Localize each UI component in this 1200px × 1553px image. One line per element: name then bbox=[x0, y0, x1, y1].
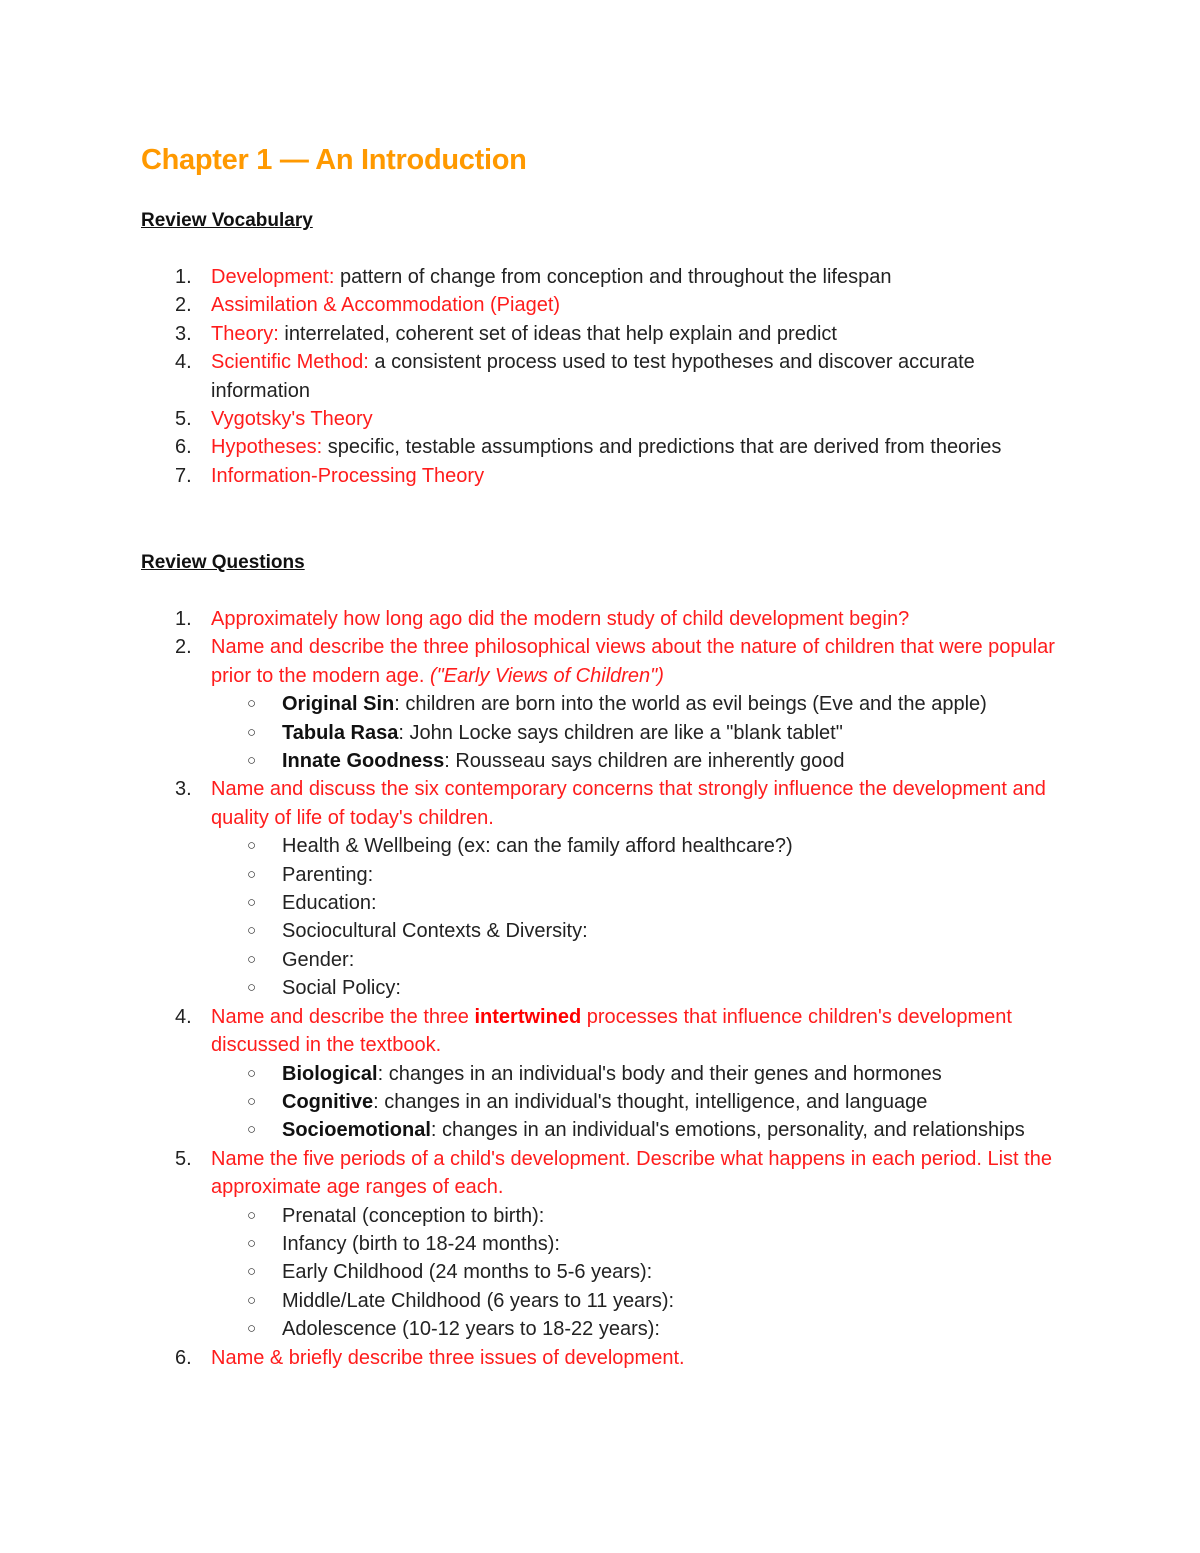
hollow-bullet-icon: ○ bbox=[247, 723, 257, 741]
answer-text: : changes in an individual's emotions, personality, and relationships bbox=[430, 1119, 1025, 1142]
definition: interrelated, coherent set of ideas that help explain and predict bbox=[278, 322, 837, 345]
question-4 bbox=[0, 1003, 1061, 1060]
list-item bbox=[211, 889, 1082, 917]
list-item bbox=[211, 1287, 1082, 1315]
question-3 bbox=[0, 775, 1061, 832]
list-item bbox=[211, 1116, 1082, 1144]
term: Theory: bbox=[211, 322, 279, 345]
hollow-bullet-icon: ○ bbox=[247, 1263, 257, 1281]
item-number: 3. bbox=[175, 778, 192, 801]
question-text: Name the five periods of a child's development. Describe what happens in each period. List the approximate age ranges of each. bbox=[211, 1147, 1052, 1199]
answer-text: Prenatal (conception to birth): bbox=[282, 1204, 545, 1227]
question-5 bbox=[0, 1145, 1061, 1202]
list-item bbox=[0, 320, 1061, 348]
list-item bbox=[211, 1060, 1082, 1088]
hollow-bullet-icon: ○ bbox=[247, 894, 257, 912]
list-item bbox=[0, 433, 1061, 461]
question-text-continued: processes that influence children's development discussed in the textbook. bbox=[211, 1005, 1012, 1057]
list-item bbox=[211, 1258, 1082, 1286]
question-2 bbox=[0, 633, 1061, 690]
list-item bbox=[0, 263, 1061, 291]
answer-term: Socioemotional bbox=[282, 1119, 431, 1142]
list-item bbox=[211, 1202, 1082, 1230]
item-number: 1. bbox=[175, 266, 192, 288]
list-item bbox=[0, 405, 1061, 433]
answer-text: Middle/Late Childhood (6 years to 11 years): bbox=[282, 1289, 675, 1312]
list-item bbox=[0, 348, 1061, 405]
item-number: 4. bbox=[175, 1005, 192, 1028]
hollow-bullet-icon: ○ bbox=[247, 1320, 257, 1338]
list-item bbox=[211, 690, 1082, 718]
list-item bbox=[211, 832, 1082, 860]
item-number: 2. bbox=[175, 294, 192, 317]
answer-text: : changes in an individual's thought, intelligence, and language bbox=[373, 1090, 928, 1113]
answer-list bbox=[0, 1060, 1061, 1145]
item-number: 1. bbox=[175, 608, 192, 630]
answer-term: Tabula Rasa bbox=[282, 721, 399, 744]
item-number: 2. bbox=[175, 636, 192, 659]
item-number: 6. bbox=[175, 436, 192, 459]
item-number: 6. bbox=[175, 1346, 192, 1369]
answer-text: : children are born into the world as evil beings (Eve and the apple) bbox=[394, 693, 987, 716]
definition: specific, testable assumptions and predictions that are derived from theories bbox=[322, 436, 1002, 459]
answer-term: Original Sin bbox=[282, 693, 395, 716]
answer-list bbox=[0, 1202, 1061, 1344]
hollow-bullet-icon: ○ bbox=[247, 837, 257, 855]
questions-list bbox=[0, 605, 1200, 1372]
list-item bbox=[211, 719, 1082, 747]
question-text: Name and describe the three philosophical views about the nature of children that were popular prior to the modern age. bbox=[211, 636, 1055, 687]
list-item bbox=[211, 1088, 1082, 1116]
hollow-bullet-icon: ○ bbox=[247, 1291, 257, 1309]
answer-text: Health & Wellbeing (ex: can the family afford healthcare?) bbox=[282, 835, 793, 858]
item-number: 7. bbox=[175, 464, 192, 487]
list-item bbox=[211, 1315, 1082, 1343]
hollow-bullet-icon: ○ bbox=[247, 1064, 257, 1082]
answer-list bbox=[0, 832, 1061, 1002]
answer-text: Adolescence (10-12 years to 18-22 years): bbox=[282, 1318, 660, 1341]
questions-heading: Review Questions bbox=[141, 552, 305, 573]
page-title: Chapter 1 — An Introduction bbox=[141, 144, 527, 176]
hollow-bullet-icon: ○ bbox=[247, 979, 257, 997]
hollow-bullet-icon: ○ bbox=[247, 1121, 257, 1139]
hollow-bullet-icon: ○ bbox=[247, 752, 257, 770]
list-item bbox=[211, 974, 1082, 1002]
list-item bbox=[211, 917, 1082, 945]
answer-term: Biological bbox=[282, 1062, 378, 1085]
term: Scientific Method: bbox=[211, 351, 369, 374]
item-number: 5. bbox=[175, 1147, 192, 1170]
answer-text: : changes in an individual's body and their genes and hormones bbox=[377, 1062, 942, 1085]
answer-term: Innate Goodness bbox=[282, 750, 445, 773]
question-text: Approximately how long ago did the modern study of child development begin? bbox=[211, 608, 910, 630]
question-note: ("Early Views of Children") bbox=[430, 664, 664, 687]
term: Information-Processing Theory bbox=[211, 464, 485, 487]
item-number: 4. bbox=[175, 351, 192, 374]
term: Assimilation & Accommodation (Piaget) bbox=[211, 294, 561, 317]
answer-text: : Rousseau says children are inherently good bbox=[444, 750, 845, 773]
answer-text: Social Policy: bbox=[282, 977, 401, 1000]
hollow-bullet-icon: ○ bbox=[247, 865, 257, 883]
term: Vygotsky's Theory bbox=[211, 408, 373, 431]
list-item bbox=[211, 946, 1082, 974]
hollow-bullet-icon: ○ bbox=[247, 695, 257, 713]
definition: a consistent process used to test hypotheses and discover accurate information bbox=[211, 351, 975, 402]
answer-term: Cognitive bbox=[282, 1090, 374, 1113]
answer-text: Early Childhood (24 months to 5-6 years): bbox=[282, 1261, 653, 1284]
answer-text: Parenting: bbox=[282, 863, 374, 886]
hollow-bullet-icon: ○ bbox=[247, 950, 257, 968]
hollow-bullet-icon: ○ bbox=[247, 1234, 257, 1252]
list-item bbox=[0, 291, 1061, 319]
question-emphasis: intertwined bbox=[474, 1005, 582, 1028]
question-text: Name and describe the three bbox=[211, 1005, 475, 1028]
answer-text: : John Locke says children are like a "blank tablet" bbox=[398, 721, 843, 744]
item-number: 5. bbox=[175, 408, 192, 431]
question-6 bbox=[0, 1344, 1061, 1372]
list-item bbox=[211, 747, 1082, 775]
vocabulary-list bbox=[0, 263, 1200, 490]
term: Development: bbox=[211, 266, 335, 288]
item-number: 3. bbox=[175, 322, 192, 345]
answer-text: Sociocultural Contexts & Diversity: bbox=[282, 920, 588, 943]
answer-list bbox=[0, 690, 1061, 775]
hollow-bullet-icon: ○ bbox=[247, 1092, 257, 1110]
list-item bbox=[211, 861, 1082, 889]
hollow-bullet-icon: ○ bbox=[247, 922, 257, 940]
question-text: Name & briefly describe three issues of development. bbox=[211, 1346, 685, 1369]
vocabulary-heading: Review Vocabulary bbox=[141, 210, 313, 231]
answer-text: Education: bbox=[282, 892, 377, 915]
list-item bbox=[0, 462, 1061, 490]
hollow-bullet-icon: ○ bbox=[247, 1206, 257, 1224]
definition: pattern of change from conception and throughout the lifespan bbox=[334, 266, 892, 288]
term: Hypotheses: bbox=[211, 436, 323, 459]
answer-text: Infancy (birth to 18-24 months): bbox=[282, 1232, 560, 1255]
question-text: Name and discuss the six contemporary concerns that strongly influence the development and quality of life of today's children. bbox=[211, 778, 1046, 829]
answer-text: Gender: bbox=[282, 948, 355, 971]
question-1 bbox=[0, 605, 1061, 633]
list-item bbox=[211, 1230, 1082, 1258]
